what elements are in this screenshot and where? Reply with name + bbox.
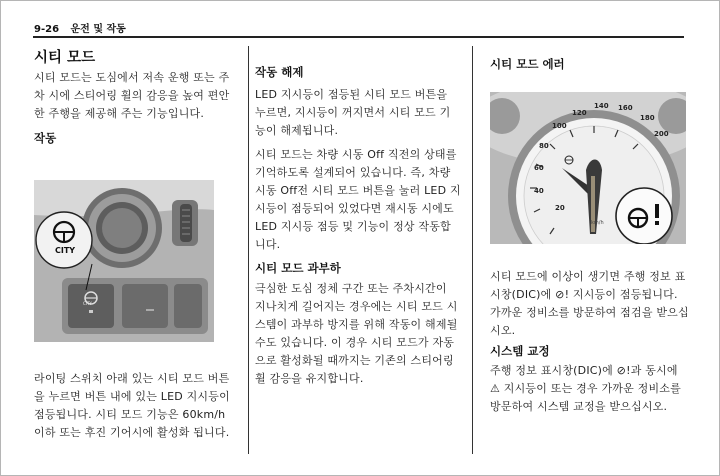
overuse-heading: 시티 모드 과부하 xyxy=(255,261,341,275)
overuse-text: 극심한 도심 정체 구간 또는 주차시간이 지나치게 길어지는 경우에는 시티 모드 시스템이 과부하 방지를 위해 작동이 해제될 수도 있습니다. 이 경우 시티 모드가 자동으로 활성화될 때까지는 기존의 스티어링 휠 감응을 유지합니다. xyxy=(255,282,458,385)
city-button-figure xyxy=(34,180,214,342)
memory-text: 시티 모드는 차량 시동 Off 직전의 상태를 기억하도록 설계되어 있습니다. 즉, 차량 시동 Off전 시티 모드 버튼을 눌러 LED 지시등이 점등되어 있었다면 재시동 시에도 LED 지시등 점등 및 기능이 정상 작동합니다. xyxy=(255,148,461,251)
cancel-heading: 작동 해제 xyxy=(255,65,304,79)
city-callout-label: CITY xyxy=(55,246,76,255)
gauge-tick-160: 160 xyxy=(618,104,633,112)
header-rule xyxy=(33,36,684,38)
left-column-lower xyxy=(34,370,234,442)
operation-heading: 작동 xyxy=(34,131,57,145)
calibration-text: 주행 정보 표시창(DIC)에 ⊘!과 동시에 ⚠ 지시등이 또는 경우 가까운 정비소를 방문하여 시스템 교정을 받으십시오. xyxy=(490,364,681,413)
right-column xyxy=(490,46,688,72)
calibration-heading: 시스템 교정 xyxy=(490,344,550,358)
city-button-label: CITY xyxy=(83,301,92,306)
city-mode-intro: 시티 모드는 도심에서 저속 운행 또는 주차 시에 스티어링 휠의 감응을 높여 편안한 주행을 제공해 주는 기능입니다. xyxy=(34,71,230,120)
gauge-tick-80: 80 xyxy=(539,142,549,150)
page-header xyxy=(34,20,126,35)
right-column-lower xyxy=(490,268,690,416)
operation-text: 라이팅 스위치 아래 있는 시티 모드 버튼을 누르면 버튼 내에 있는 LED 지시등이 점등됩니다. 시티 모드 기능은 60km/h 이하 또는 후진 기어시에 활성화 됩니다. xyxy=(34,372,230,439)
error-text: 시티 모드에 이상이 생기면 주행 정보 표시창(DIC)에 ⊘! 지시등이 점등됩니다. 가까운 정비소를 방문하여 점검을 받으십시오. xyxy=(490,270,689,337)
left-column xyxy=(34,46,234,146)
gauge-tick-60: 60 xyxy=(534,164,544,172)
gauge-figure xyxy=(490,92,686,244)
column-divider-2 xyxy=(472,46,473,454)
error-heading: 시티 모드 에러 xyxy=(490,57,565,71)
gauge-tick-20: 20 xyxy=(555,204,565,212)
page-number: 9-26 xyxy=(34,24,60,35)
cancel-text: LED 지시등이 점등된 시티 모드 버튼을 누르면, 지시등이 꺼지면서 시티 모드 기능이 해제됩니다. xyxy=(255,88,451,137)
gauge-tick-100: 100 xyxy=(552,122,567,130)
gauge-unit-label: km/h xyxy=(591,220,604,226)
speedometer-illustration xyxy=(490,92,686,244)
gauge-tick-140: 140 xyxy=(594,102,609,110)
city-mode-title: 시티 모드 xyxy=(34,50,96,66)
dashboard-illustration xyxy=(34,180,214,342)
gauge-tick-40: 40 xyxy=(534,187,544,195)
gauge-tick-180: 180 xyxy=(640,114,655,122)
middle-column xyxy=(255,46,461,388)
gauge-tick-120: 120 xyxy=(572,109,587,117)
section-title: 운전 및 작동 xyxy=(70,24,126,35)
gauge-tick-200: 200 xyxy=(654,130,669,138)
column-divider-1 xyxy=(248,46,249,454)
